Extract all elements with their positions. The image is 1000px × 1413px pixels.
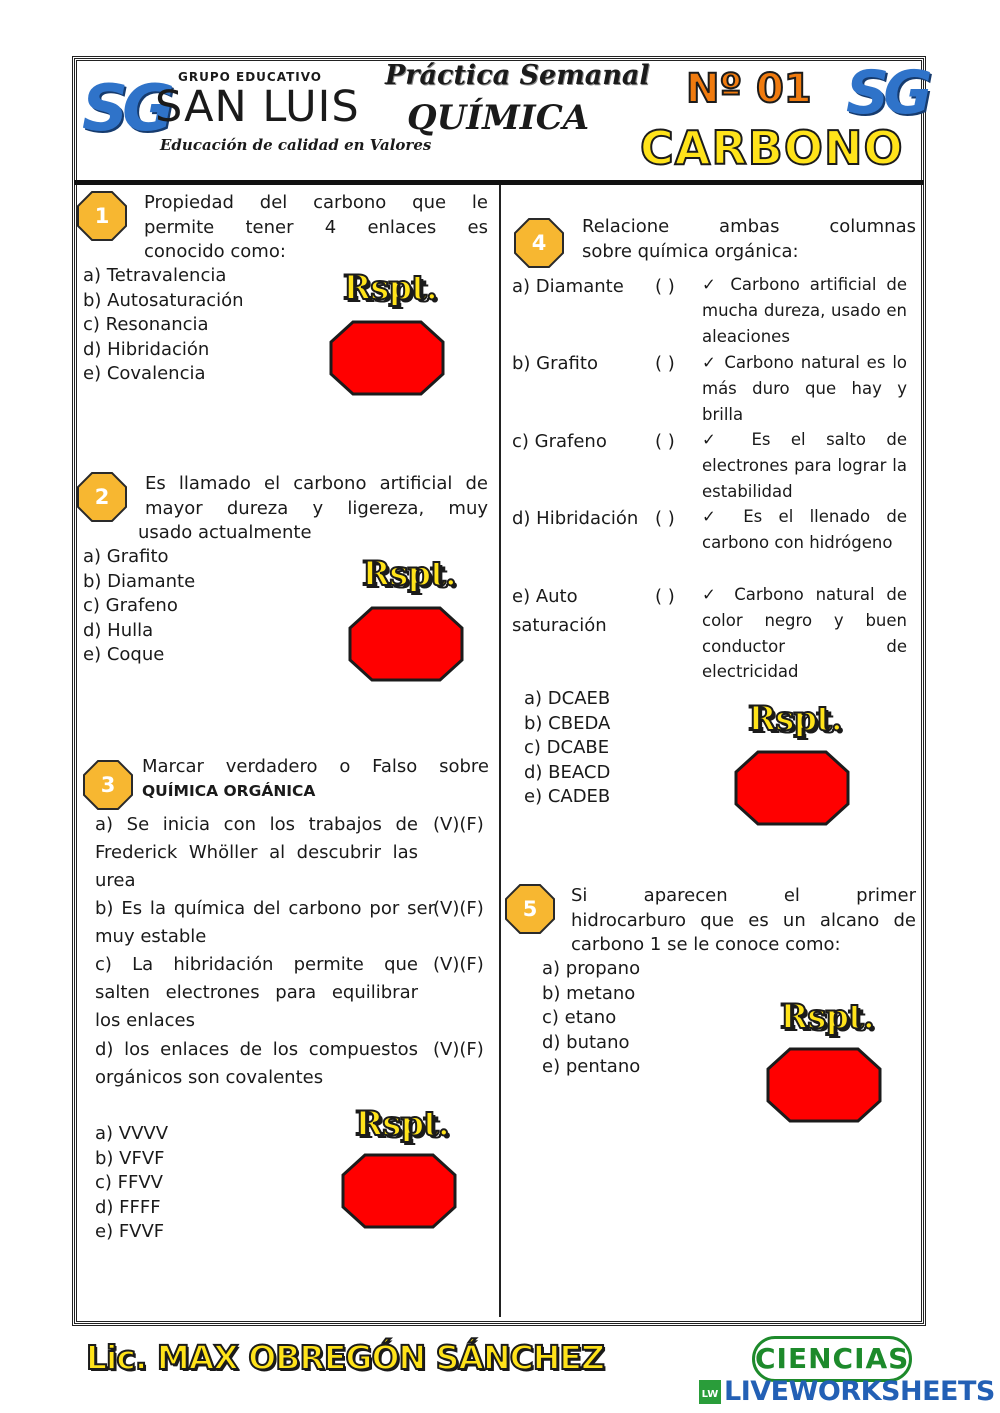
question-4-stem xyxy=(582,215,916,264)
option-item: c) Resonancia xyxy=(83,314,209,335)
q4-left-item: d) Hibridación xyxy=(512,508,639,529)
option-item: d) butano xyxy=(542,1031,630,1053)
option-item: a) VVVV xyxy=(95,1123,169,1144)
answer-box-q4[interactable] xyxy=(734,750,850,826)
option-item: d) BEACD xyxy=(524,761,611,783)
question-4-badge xyxy=(513,217,565,269)
subject-title: QUÍMICA xyxy=(407,98,590,138)
option-item: b) Diamante xyxy=(83,570,196,592)
school-tagline: Educación de calidad en Valores xyxy=(160,136,432,154)
question-4-options xyxy=(524,687,610,810)
question-1-stem-line: conocido como: xyxy=(144,241,286,262)
option-item: e) Covalencia xyxy=(83,363,206,384)
option-item: b) VFVF xyxy=(95,1147,165,1169)
q3-vf-choice[interactable]: (V)(F) xyxy=(433,1039,484,1060)
question-1-number: 1 xyxy=(94,204,110,228)
question-4-stem-line: sobre química orgánica: xyxy=(582,240,799,262)
option-item: e) CADEB xyxy=(524,786,611,807)
question-2-badge xyxy=(76,471,128,523)
question-2-stem xyxy=(138,472,488,546)
question-5-stem-line: carbono 1 se le conoce como: xyxy=(571,934,841,955)
question-3-number: 3 xyxy=(100,773,116,797)
question-1-stem-line: Propiedad del carbono que le xyxy=(144,192,488,213)
option-item: c) Grafeno xyxy=(83,595,178,616)
q3-vf-choice[interactable]: (V)(F) xyxy=(433,898,484,919)
q4-left-item: e) Auto saturación xyxy=(512,586,607,636)
answer-box-q1[interactable] xyxy=(329,320,445,396)
question-2-number: 2 xyxy=(94,485,110,509)
question-2-stem-line: mayor dureza y ligereza, muy xyxy=(145,497,488,519)
column-divider xyxy=(499,185,501,1317)
option-item: e) pentano xyxy=(542,1056,641,1077)
q3-vf-choice[interactable]: (V)(F) xyxy=(433,814,484,835)
worksheet-number: Nº 01 xyxy=(686,66,812,112)
q3-row xyxy=(95,895,495,951)
q4-right-item: ✓ Es el llenado de carbono con hidrógeno xyxy=(702,507,907,552)
question-5-options xyxy=(542,957,640,1080)
question-5-stem-line: hidrocarburo que es un alcano de xyxy=(571,909,916,931)
q4-left-item: a) Diamante xyxy=(512,276,624,297)
q4-answer-paren[interactable]: ( ) xyxy=(655,586,675,607)
q3-row-text: b) Es la química del carbono por ser muy estable xyxy=(95,898,435,947)
option-item: a) Tetravalencia xyxy=(83,265,227,286)
question-5-stem-line: Si aparecen el primer xyxy=(571,885,916,906)
question-3-options xyxy=(95,1122,168,1245)
answer-box-q5[interactable] xyxy=(766,1047,882,1123)
liveworksheets-badge-icon xyxy=(699,1380,721,1404)
author-name: Lic. MAX OBREGÓN SÁNCHEZ xyxy=(86,1338,604,1377)
q4-answer-paren[interactable]: ( ) xyxy=(655,508,675,529)
option-item: e) Coque xyxy=(83,644,165,665)
q4-left-item: b) Grafito xyxy=(512,353,598,374)
question-1-badge xyxy=(76,190,128,242)
q4-right-item: ✓ Carbono natural es lo más duro que hay y brilla xyxy=(702,353,907,424)
school-name: SAN LUIS xyxy=(155,82,360,132)
question-4-number: 4 xyxy=(531,231,547,255)
question-5-stem xyxy=(571,884,916,958)
option-item: d) Hibridación xyxy=(83,338,210,360)
q4-answer-paren[interactable]: ( ) xyxy=(655,276,675,297)
q3-row-text: a) Se inicia con los trabajos de Frederick Whöller al descubrir las urea xyxy=(95,814,418,891)
q3-row xyxy=(95,951,495,1035)
question-1-stem xyxy=(144,191,488,265)
option-item: a) DCAEB xyxy=(524,688,611,709)
q4-answer-paren[interactable]: ( ) xyxy=(655,353,675,374)
question-3-badge xyxy=(82,759,134,811)
option-item: b) Autosaturación xyxy=(83,289,244,311)
q3-vf-choice[interactable]: (V)(F) xyxy=(433,954,484,975)
topic-title: CARBONO xyxy=(640,121,904,175)
option-item: d) Hulla xyxy=(83,619,154,641)
answer-label: Rspt. xyxy=(748,699,842,739)
ciencias-logo: CIENCIAS xyxy=(752,1336,912,1382)
option-item: b) metano xyxy=(542,982,636,1004)
q4-right-item: ✓ Carbono artificial de mucha dureza, usado en aleaciones xyxy=(702,275,907,346)
question-4-stem-line: Relacione ambas columnas xyxy=(582,216,916,237)
option-item: b) CBEDA xyxy=(524,712,611,734)
question-5-number: 5 xyxy=(522,897,538,921)
q4-left-item: c) Grafeno xyxy=(512,431,607,452)
question-1-stem-line: permite tener 4 enlaces es xyxy=(144,216,488,238)
option-item: c) etano xyxy=(542,1007,617,1028)
option-item: c) DCABE xyxy=(524,737,610,758)
answer-label: Rspt. xyxy=(362,554,456,594)
liveworksheets-watermark[interactable]: LIVEWORKSHEETS xyxy=(724,1376,995,1407)
option-item: a) propano xyxy=(542,958,641,979)
question-3-stem: Marcar verdadero o Falso sobre xyxy=(142,756,489,777)
q3-row-text: c) La hibridación permite que salten electrones para equilibrar los enlaces xyxy=(95,954,418,1031)
school-logo-right: SG xyxy=(846,58,927,128)
answer-box-q3[interactable] xyxy=(341,1153,457,1229)
question-2-options xyxy=(83,545,195,668)
q3-row xyxy=(95,811,495,895)
answer-label: Rspt. xyxy=(343,268,437,308)
question-5-badge xyxy=(504,883,556,935)
question-3-stem-bold: QUÍMICA ORGÁNICA xyxy=(142,782,316,800)
option-item: e) FVVF xyxy=(95,1221,165,1242)
answer-label: Rspt. xyxy=(355,1104,449,1144)
answer-box-q2[interactable] xyxy=(348,606,464,682)
q4-answer-paren[interactable]: ( ) xyxy=(655,431,675,452)
question-2-stem-line: Es llamado el carbono artificial de xyxy=(145,473,488,494)
practice-title: Práctica Semanal xyxy=(385,60,650,91)
school-logo: SG xyxy=(82,72,169,146)
q3-row-text: d) los enlaces de los compuestos orgánicos son covalentes xyxy=(95,1039,418,1088)
option-item: d) FFFF xyxy=(95,1196,161,1218)
question-2-stem-line: usado actualmente xyxy=(138,522,312,543)
liveworksheets-badge-text: LW xyxy=(701,1389,719,1400)
grupo-educativo-label: GRUPO EDUCATIVO xyxy=(178,70,322,84)
answer-label: Rspt. xyxy=(780,997,874,1037)
question-1-options xyxy=(83,264,244,387)
option-item: a) Grafito xyxy=(83,546,169,567)
q4-right-item: ✓ Carbono natural de color negro y buen conductor de electricidad xyxy=(702,585,907,682)
q4-right-item: ✓ Es el salto de electrones para lograr la estabilidad xyxy=(702,430,907,501)
option-item: c) FFVV xyxy=(95,1172,163,1193)
